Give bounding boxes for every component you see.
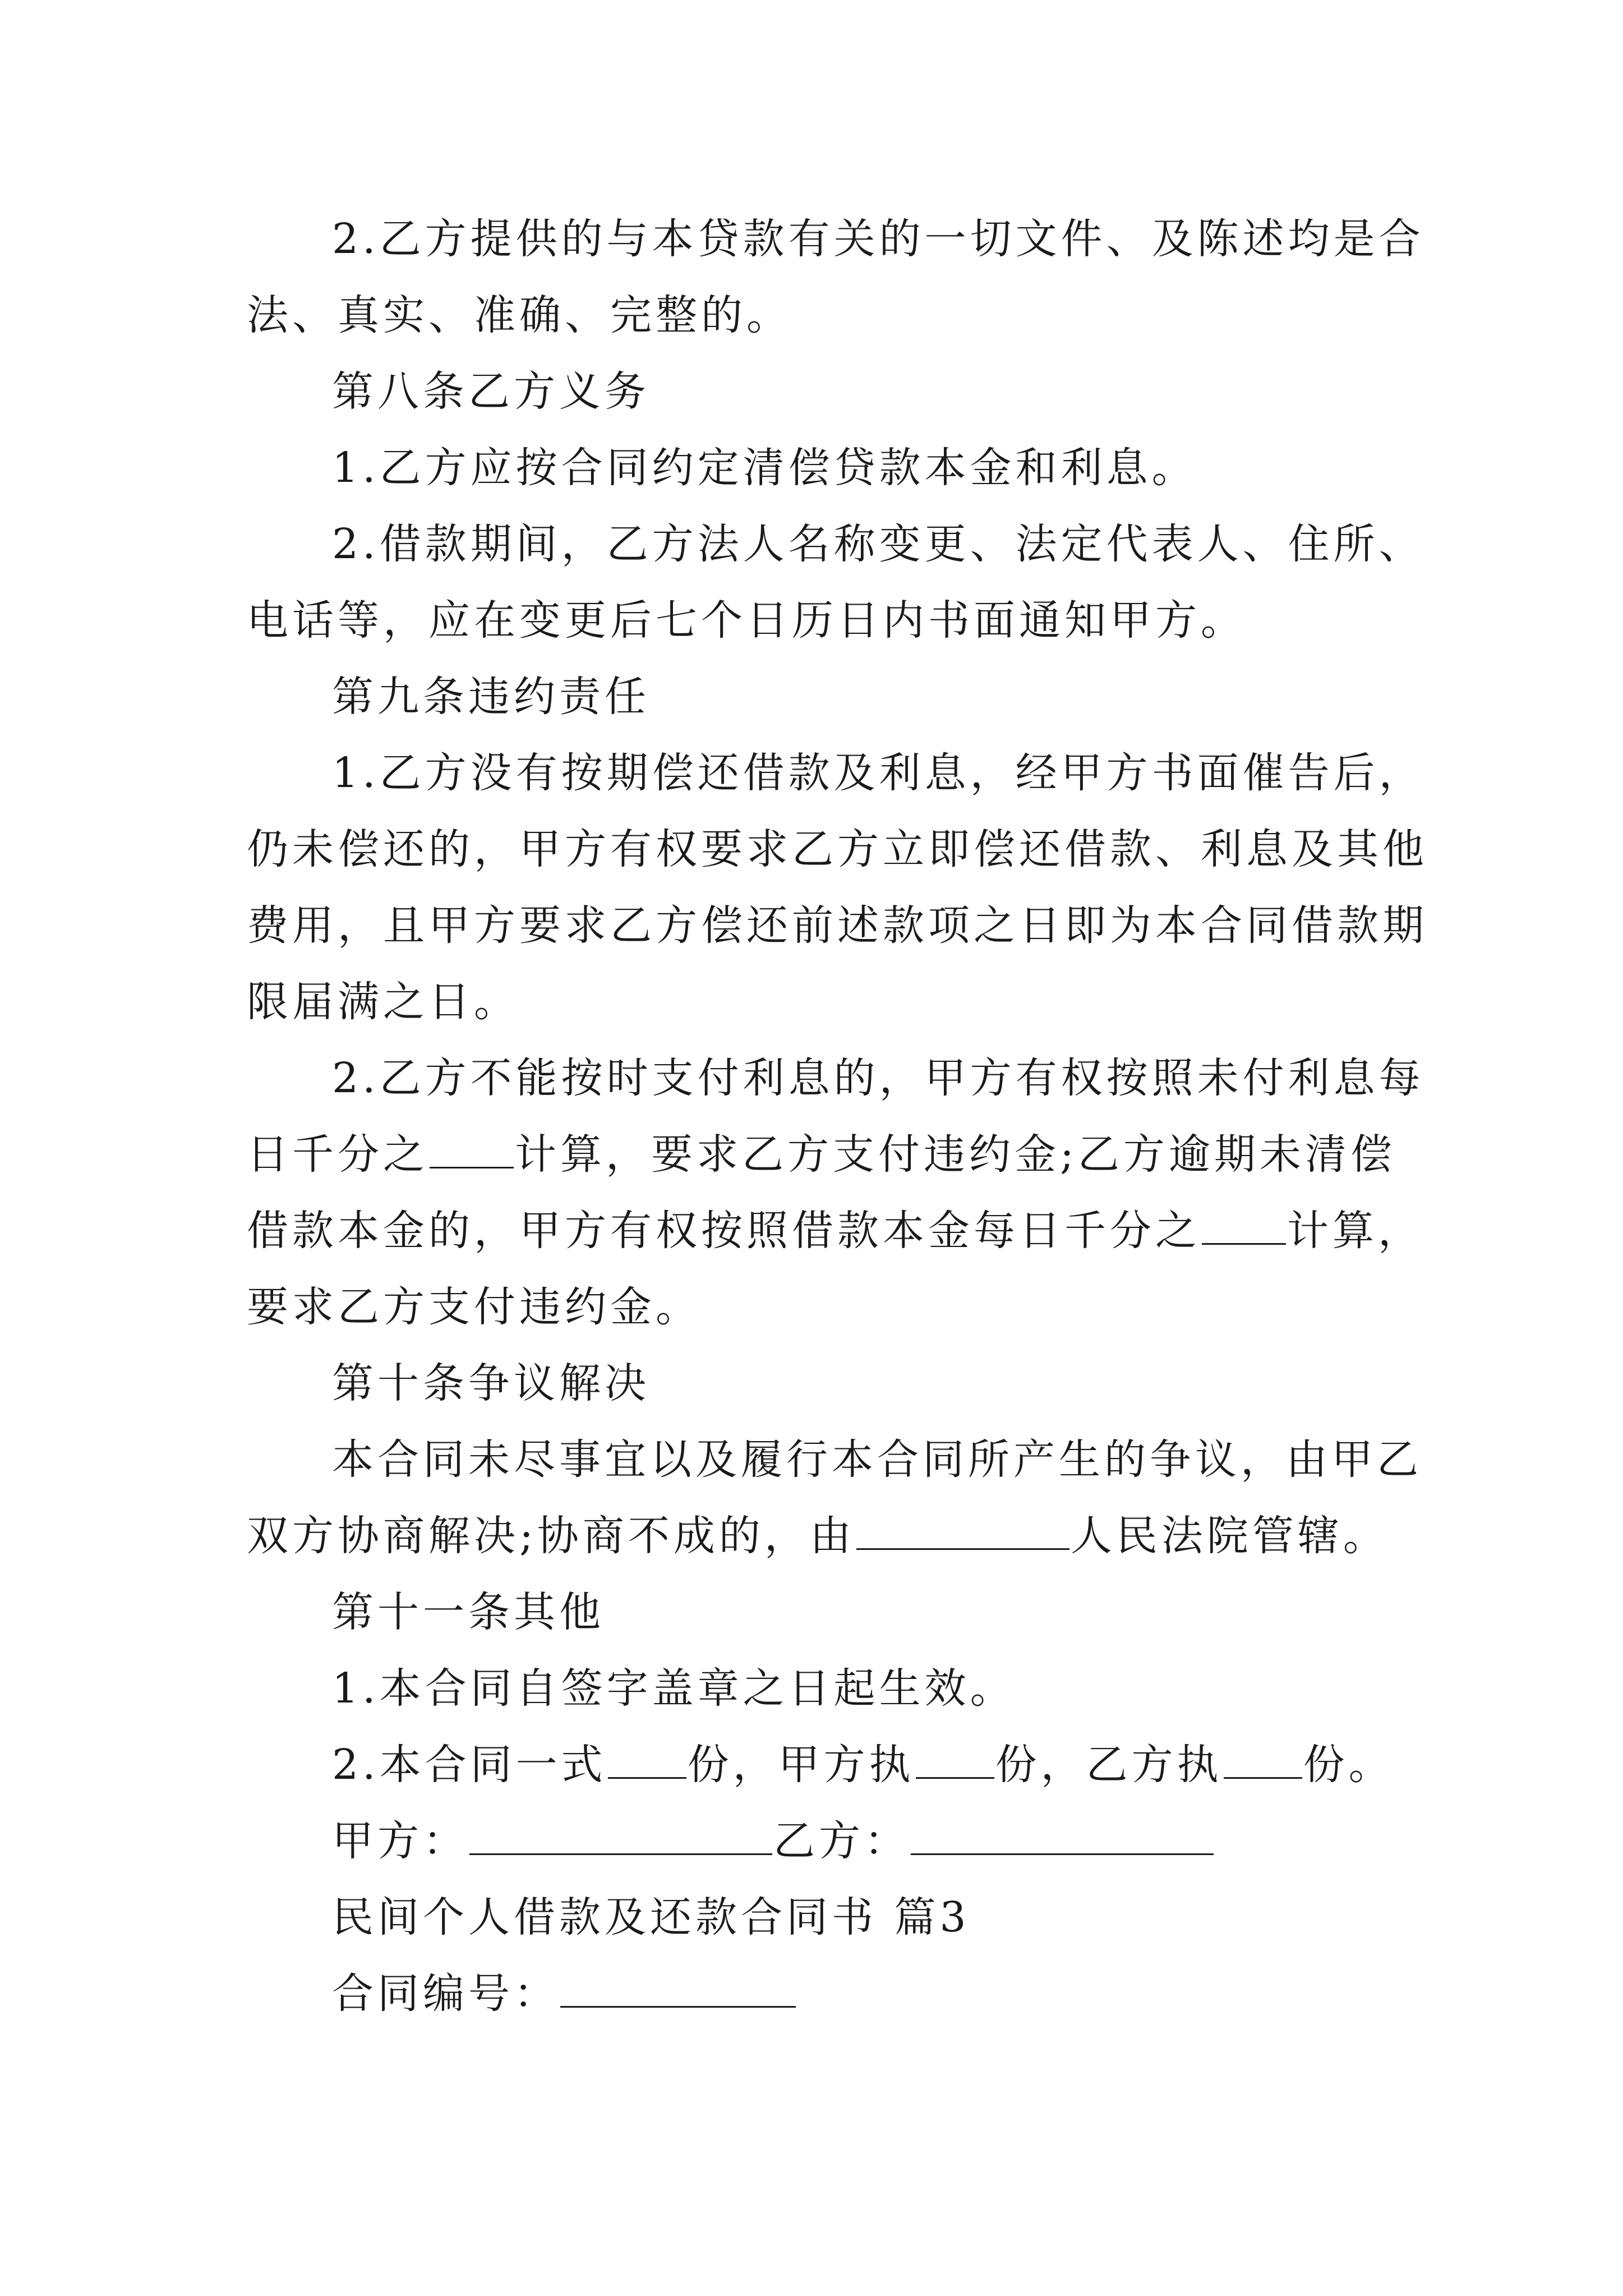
- section-heading: 第九条违约责任: [332, 673, 650, 721]
- contract-number-label: 合同编号：: [332, 1970, 559, 2018]
- section-heading: 第十一条其他: [332, 1588, 605, 1636]
- contract-number-blank: [560, 1969, 796, 2008]
- paragraph-line: 2.借款期间，乙方法人名称变更、法定代表人、住所、: [332, 520, 1424, 568]
- paragraph-line: [247, 1508, 1389, 1564]
- paragraph-line: 2.乙方不能按时支付利息的，甲方有权按照未付利息每: [332, 1054, 1424, 1102]
- text-segment: 份。: [1303, 1741, 1394, 1789]
- paragraph-line: [332, 1737, 1394, 1793]
- signature-line: [332, 1813, 1215, 1869]
- blank-line: [1202, 1206, 1286, 1245]
- party-a-label: 甲方：: [332, 1817, 468, 1865]
- text-segment: 2.本合同一式: [332, 1741, 607, 1789]
- text-segment: 双方协商解决;协商不成的，由: [247, 1512, 855, 1560]
- text-segment: 计算，要求乙方支付违约金;乙方逾期未清偿: [515, 1130, 1396, 1179]
- blank-line: [916, 1740, 994, 1779]
- paragraph-line: 仍未偿还的，甲方有权要求乙方立即偿还借款、利息及其他: [247, 825, 1428, 873]
- paragraph-line: 限届满之日。: [247, 978, 519, 1026]
- blank-line: [1224, 1740, 1302, 1779]
- paragraph-line: 法、真实、准确、完整的。: [247, 291, 792, 339]
- section-heading: 第八条乙方义务: [332, 367, 650, 416]
- text-segment: 份，乙方执: [995, 1741, 1223, 1789]
- contract-title: 民间个人借款及还款合同书 篇3: [332, 1893, 970, 1941]
- party-b-label: 乙方：: [773, 1817, 910, 1865]
- blank-line: [608, 1740, 686, 1779]
- paragraph-line: 费用，且甲方要求乙方偿还前述款项之日即为本合同借款期: [247, 901, 1428, 950]
- text-segment: 日千分之: [247, 1130, 428, 1179]
- section-heading: 第十条争议解决: [332, 1359, 650, 1407]
- text-segment: 计算，: [1287, 1207, 1423, 1255]
- paragraph-line: 本合同未尽事宜以及履行本合同所产生的争议，由甲乙: [332, 1435, 1422, 1484]
- paragraph-line: 1.本合同自签字盖章之日起生效。: [332, 1664, 1016, 1713]
- paragraph-line: 要求乙方支付违约金。: [247, 1283, 701, 1331]
- paragraph-line: [247, 1203, 1423, 1259]
- paragraph-line: 电话等，应在变更后七个日历日内书面通知甲方。: [247, 596, 1246, 645]
- paragraph-line: 1.乙方没有按期偿还借款及利息，经甲方书面催告后，: [332, 749, 1424, 797]
- contract-number-line: [332, 1966, 797, 2022]
- party-a-signature-blank: [469, 1816, 772, 1855]
- paragraph-line: [247, 1126, 1396, 1182]
- paragraph-line: 2.乙方提供的与本贷款有关的一切文件、及陈述均是合: [332, 215, 1424, 263]
- text-segment: 借款本金的，甲方有权按照借款本金每日千分之: [247, 1207, 1201, 1255]
- party-b-signature-blank: [911, 1816, 1214, 1855]
- text-segment: 份，甲方执: [687, 1741, 915, 1789]
- blank-line: [430, 1130, 514, 1168]
- blank-line: [856, 1511, 1069, 1550]
- paragraph-line: 1.乙方应按合同约定清偿贷款本金和利息。: [332, 444, 1197, 492]
- text-segment: 人民法院管辖。: [1070, 1512, 1389, 1560]
